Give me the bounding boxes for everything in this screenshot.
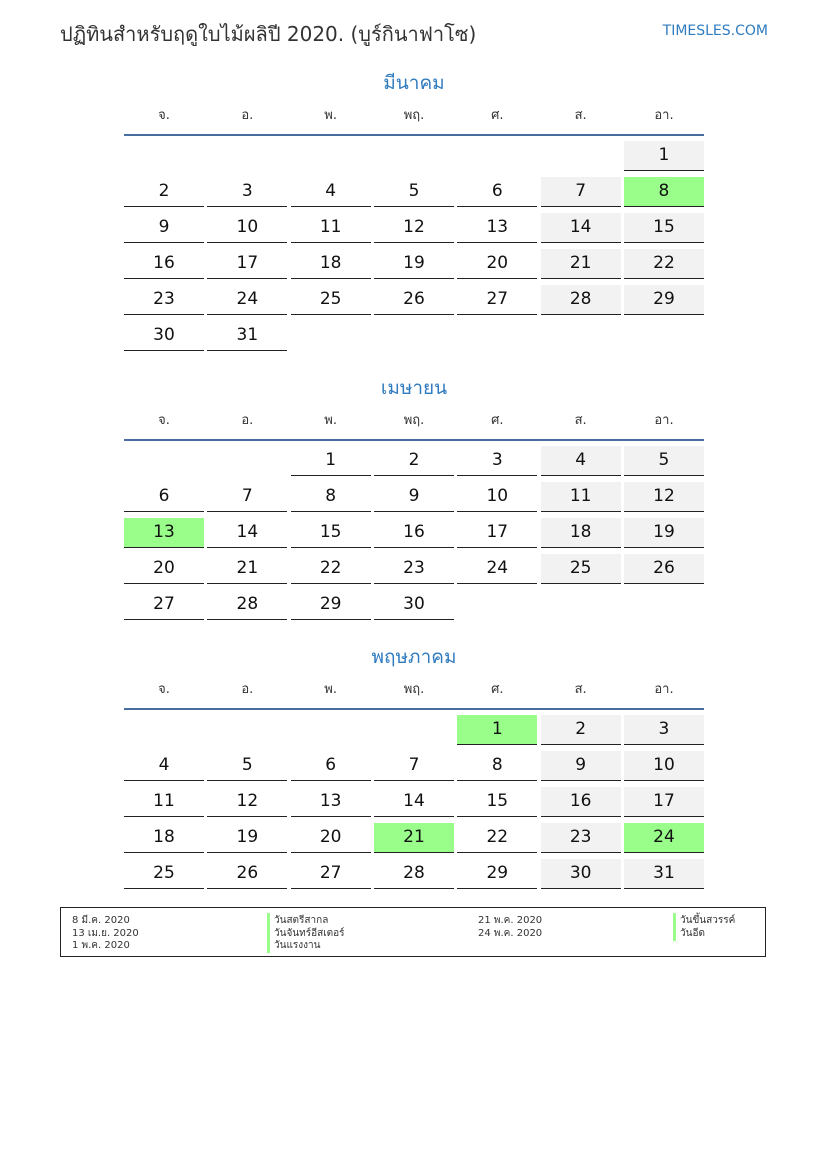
day-cell: 3 bbox=[207, 177, 287, 207]
day-cell: 25 bbox=[291, 285, 371, 315]
empty-cell bbox=[541, 321, 621, 351]
day-cell: 24 bbox=[457, 554, 537, 584]
empty-cell bbox=[291, 321, 371, 351]
day-cell: 7 bbox=[374, 751, 454, 781]
empty-cell bbox=[374, 141, 454, 171]
legend-date: 13 เม.ย. 2020 bbox=[72, 928, 139, 939]
empty-cell bbox=[207, 141, 287, 171]
legend-date: 24 พ.ค. 2020 bbox=[478, 928, 543, 939]
month-calendar bbox=[124, 644, 704, 889]
day-cell: 30 bbox=[541, 859, 621, 889]
day-cell: 16 bbox=[124, 249, 204, 279]
weekday-label: จ. bbox=[158, 682, 170, 697]
day-cell: 11 bbox=[541, 482, 621, 512]
day-cell: 20 bbox=[124, 554, 204, 584]
weekday-label: จ. bbox=[158, 413, 170, 428]
day-cell: 13 bbox=[124, 518, 204, 548]
day-cell: 1 bbox=[291, 446, 371, 476]
day-cell: 15 bbox=[457, 787, 537, 817]
day-cell: 5 bbox=[207, 751, 287, 781]
day-cell: 21 bbox=[207, 554, 287, 584]
weekday-label: พฤ. bbox=[403, 108, 425, 123]
day-cell: 30 bbox=[374, 590, 454, 620]
day-cell: 19 bbox=[374, 249, 454, 279]
day-cell: 15 bbox=[624, 213, 704, 243]
empty-cell bbox=[457, 590, 537, 620]
day-cell: 23 bbox=[124, 285, 204, 315]
day-cell: 27 bbox=[124, 590, 204, 620]
day-cell: 9 bbox=[541, 751, 621, 781]
day-cell: 10 bbox=[624, 751, 704, 781]
day-cell: 24 bbox=[207, 285, 287, 315]
weekday-label: พฤ. bbox=[403, 413, 425, 428]
day-cell: 11 bbox=[124, 787, 204, 817]
day-cell: 12 bbox=[207, 787, 287, 817]
month-name: มีนาคม bbox=[383, 72, 445, 94]
day-cell: 6 bbox=[457, 177, 537, 207]
day-cell: 3 bbox=[457, 446, 537, 476]
month-name: พฤษภาคม bbox=[371, 646, 457, 668]
weekday-label: อ. bbox=[241, 108, 254, 123]
legend-date: 8 มี.ค. 2020 bbox=[72, 915, 130, 926]
day-cell: 5 bbox=[374, 177, 454, 207]
day-cell: 4 bbox=[291, 177, 371, 207]
day-cell: 24 bbox=[624, 823, 704, 853]
empty-cell bbox=[207, 446, 287, 476]
day-cell: 7 bbox=[207, 482, 287, 512]
empty-cell bbox=[291, 715, 371, 745]
empty-cell bbox=[457, 141, 537, 171]
day-cell: 10 bbox=[457, 482, 537, 512]
day-cell: 22 bbox=[291, 554, 371, 584]
day-cell: 27 bbox=[457, 285, 537, 315]
day-cell: 14 bbox=[207, 518, 287, 548]
weekday-label: ส. bbox=[574, 413, 587, 428]
day-cell: 9 bbox=[124, 213, 204, 243]
empty-cell bbox=[124, 141, 204, 171]
day-cell: 4 bbox=[541, 446, 621, 476]
day-cell: 23 bbox=[541, 823, 621, 853]
legend-holiday-name: วันจันทร์อีสเตอร์ bbox=[267, 926, 345, 941]
day-cell: 27 bbox=[291, 859, 371, 889]
weekday-label: พฤ. bbox=[403, 682, 425, 697]
weekday-label: ส. bbox=[574, 682, 587, 697]
month-name: เมษายน bbox=[380, 377, 448, 399]
day-cell: 4 bbox=[124, 751, 204, 781]
weekday-label: ส. bbox=[574, 108, 587, 123]
day-cell: 29 bbox=[291, 590, 371, 620]
day-cell: 5 bbox=[624, 446, 704, 476]
weekday-header bbox=[124, 106, 704, 126]
day-cell: 1 bbox=[457, 715, 537, 745]
empty-cell bbox=[374, 321, 454, 351]
empty-cell bbox=[541, 141, 621, 171]
day-cell: 18 bbox=[124, 823, 204, 853]
page-title: ปฏิทินสำหรับฤดูใบไม้ผลิปี 2020. (บูร์กินาฟาโซ) bbox=[60, 22, 477, 46]
day-cell: 18 bbox=[291, 249, 371, 279]
empty-cell bbox=[624, 590, 704, 620]
empty-cell bbox=[291, 141, 371, 171]
day-cell: 12 bbox=[624, 482, 704, 512]
day-cell: 6 bbox=[124, 482, 204, 512]
weekday-label: อา. bbox=[654, 108, 674, 123]
weekday-label: อ. bbox=[241, 413, 254, 428]
header-divider bbox=[124, 134, 704, 136]
weekday-label: ศ. bbox=[491, 413, 504, 428]
legend-holiday-name: วันสตรีสากล bbox=[267, 913, 328, 928]
days-grid bbox=[124, 715, 704, 889]
day-cell: 22 bbox=[457, 823, 537, 853]
day-cell: 12 bbox=[374, 213, 454, 243]
weekday-label: อา. bbox=[654, 682, 674, 697]
weekday-label: พ. bbox=[324, 108, 337, 123]
day-cell: 26 bbox=[624, 554, 704, 584]
day-cell: 1 bbox=[624, 141, 704, 171]
header-divider bbox=[124, 708, 704, 710]
site-link[interactable]: TIMESLES.COM bbox=[662, 23, 768, 39]
empty-cell bbox=[124, 715, 204, 745]
weekday-label: พ. bbox=[324, 682, 337, 697]
day-cell: 16 bbox=[374, 518, 454, 548]
weekday-header bbox=[124, 680, 704, 700]
day-cell: 6 bbox=[291, 751, 371, 781]
empty-cell bbox=[457, 321, 537, 351]
empty-cell bbox=[541, 590, 621, 620]
day-cell: 2 bbox=[124, 177, 204, 207]
legend-holiday-name: วันขึ้นสวรรค์ bbox=[673, 913, 735, 928]
day-cell: 25 bbox=[124, 859, 204, 889]
weekday-label: อ. bbox=[241, 682, 254, 697]
weekday-label: ศ. bbox=[491, 682, 504, 697]
day-cell: 13 bbox=[291, 787, 371, 817]
legend-holiday-name: วันอีด bbox=[673, 926, 705, 941]
day-cell: 7 bbox=[541, 177, 621, 207]
day-cell: 3 bbox=[624, 715, 704, 745]
weekday-header bbox=[124, 411, 704, 431]
header-divider bbox=[124, 439, 704, 441]
day-cell: 28 bbox=[207, 590, 287, 620]
month-calendar bbox=[124, 375, 704, 620]
holiday-legend bbox=[60, 907, 766, 957]
weekday-label: จ. bbox=[158, 108, 170, 123]
day-cell: 17 bbox=[624, 787, 704, 817]
day-cell: 17 bbox=[207, 249, 287, 279]
day-cell: 28 bbox=[374, 859, 454, 889]
days-grid bbox=[124, 141, 704, 351]
day-cell: 26 bbox=[374, 285, 454, 315]
weekday-label: ศ. bbox=[491, 108, 504, 123]
day-cell: 26 bbox=[207, 859, 287, 889]
day-cell: 23 bbox=[374, 554, 454, 584]
empty-cell bbox=[124, 446, 204, 476]
day-cell: 17 bbox=[457, 518, 537, 548]
day-cell: 29 bbox=[624, 285, 704, 315]
day-cell: 8 bbox=[624, 177, 704, 207]
day-cell: 9 bbox=[374, 482, 454, 512]
legend-date: 21 พ.ค. 2020 bbox=[478, 915, 543, 926]
empty-cell bbox=[624, 321, 704, 351]
day-cell: 15 bbox=[291, 518, 371, 548]
day-cell: 22 bbox=[624, 249, 704, 279]
day-cell: 30 bbox=[124, 321, 204, 351]
day-cell: 21 bbox=[541, 249, 621, 279]
day-cell: 19 bbox=[624, 518, 704, 548]
empty-cell bbox=[207, 715, 287, 745]
day-cell: 19 bbox=[207, 823, 287, 853]
day-cell: 25 bbox=[541, 554, 621, 584]
day-cell: 31 bbox=[624, 859, 704, 889]
day-cell: 13 bbox=[457, 213, 537, 243]
day-cell: 18 bbox=[541, 518, 621, 548]
day-cell: 28 bbox=[541, 285, 621, 315]
day-cell: 16 bbox=[541, 787, 621, 817]
day-cell: 10 bbox=[207, 213, 287, 243]
day-cell: 21 bbox=[374, 823, 454, 853]
day-cell: 8 bbox=[291, 482, 371, 512]
legend-holiday-name: วันแรงงาน bbox=[267, 938, 320, 953]
days-grid bbox=[124, 446, 704, 620]
day-cell: 14 bbox=[374, 787, 454, 817]
day-cell: 11 bbox=[291, 213, 371, 243]
weekday-label: อา. bbox=[654, 413, 674, 428]
weekday-label: พ. bbox=[324, 413, 337, 428]
day-cell: 8 bbox=[457, 751, 537, 781]
day-cell: 14 bbox=[541, 213, 621, 243]
empty-cell bbox=[374, 715, 454, 745]
day-cell: 2 bbox=[541, 715, 621, 745]
day-cell: 20 bbox=[457, 249, 537, 279]
day-cell: 29 bbox=[457, 859, 537, 889]
day-cell: 2 bbox=[374, 446, 454, 476]
month-calendar bbox=[124, 70, 704, 351]
legend-date: 1 พ.ค. 2020 bbox=[72, 940, 130, 951]
day-cell: 20 bbox=[291, 823, 371, 853]
day-cell: 31 bbox=[207, 321, 287, 351]
